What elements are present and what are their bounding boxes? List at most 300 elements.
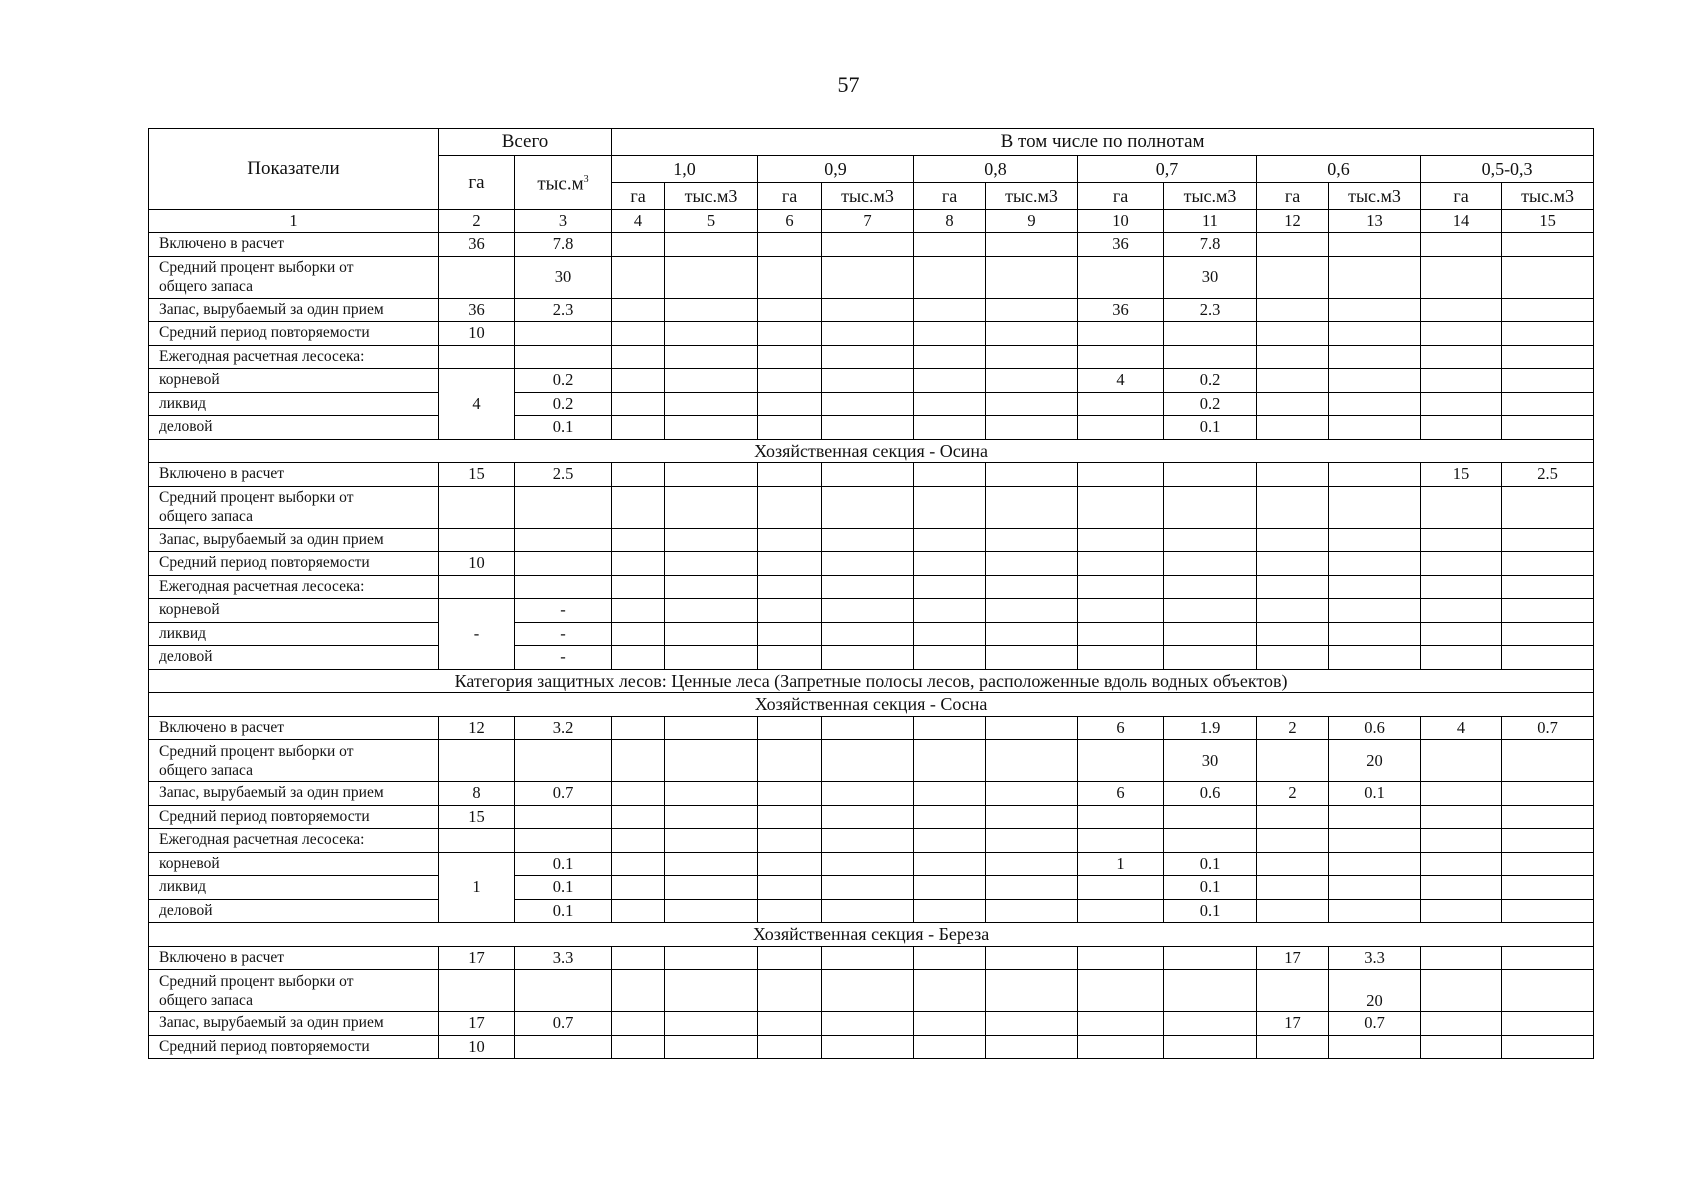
- table-cell: [612, 486, 665, 528]
- table-cell: [1164, 345, 1257, 369]
- section-title: Категория защитных лесов: Ценные леса (Запретные полосы лесов, расположенные вдоль водных объектов): [149, 669, 1594, 693]
- table-cell: [822, 392, 914, 416]
- table-row: [149, 233, 1594, 257]
- row-label-text: общего запаса: [159, 991, 253, 1009]
- table-cell: 0.1: [1164, 876, 1257, 900]
- table-cell: [1164, 552, 1257, 576]
- table-cell: [1329, 233, 1421, 257]
- table-cell: [1329, 622, 1421, 646]
- table-cell: [1078, 575, 1164, 599]
- table-cell: 3.3: [1329, 946, 1421, 970]
- table-cell: [1329, 599, 1421, 623]
- row-label: [149, 876, 439, 900]
- column-number: 3: [515, 210, 612, 233]
- table-cell: [1078, 1012, 1164, 1036]
- table-cell: [1078, 599, 1164, 623]
- table-cell: [1078, 345, 1164, 369]
- table-cell: [1502, 552, 1594, 576]
- header-unit-m3: тыс.м3: [986, 183, 1078, 210]
- table-cell: [1502, 622, 1594, 646]
- row-label-text: Запас, вырубаемый за один прием: [159, 784, 384, 802]
- row-label-text: корневой: [159, 371, 220, 389]
- table-cell: [758, 970, 822, 1012]
- row-label-text: Ежегодная расчетная лесосека:: [159, 831, 365, 849]
- table-cell: [914, 646, 986, 670]
- table-cell: [1164, 463, 1257, 487]
- table-cell: [665, 298, 758, 322]
- table-cell: [758, 345, 822, 369]
- table-cell: [1078, 740, 1164, 782]
- table-cell: [612, 1035, 665, 1059]
- table-cell: [612, 345, 665, 369]
- table-cell: [1421, 970, 1502, 1012]
- table-cell: [758, 646, 822, 670]
- table-cell: [1421, 805, 1502, 829]
- table-cell: [1421, 552, 1502, 576]
- table-cell: [1329, 416, 1421, 440]
- table-cell: [439, 486, 515, 528]
- table-row: [149, 256, 1594, 298]
- table-cell: [439, 575, 515, 599]
- table-cell: [1329, 486, 1421, 528]
- table-cell: [1257, 899, 1329, 923]
- table-cell: [822, 1012, 914, 1036]
- column-number: 7: [822, 210, 914, 233]
- table-cell: [1502, 486, 1594, 528]
- table-cell: [758, 322, 822, 346]
- table-cell: [439, 256, 515, 298]
- table-cell: 2.5: [1502, 463, 1594, 487]
- table-row: [149, 876, 1594, 900]
- table-cell: [758, 782, 822, 806]
- table-cell: [1257, 599, 1329, 623]
- table-cell: [822, 805, 914, 829]
- table-cell: [758, 740, 822, 782]
- table-cell: [986, 416, 1078, 440]
- row-label: [149, 829, 439, 853]
- table-cell: [1164, 646, 1257, 670]
- table-cell: [612, 528, 665, 552]
- table-cell: [758, 392, 822, 416]
- table-row: [149, 298, 1594, 322]
- table-cell: [914, 899, 986, 923]
- row-label-text: Средний процент выборки от: [159, 489, 354, 506]
- table-row: [149, 345, 1594, 369]
- table-cell: [612, 829, 665, 853]
- table-cell: [986, 322, 1078, 346]
- row-label: [149, 852, 439, 876]
- row-label: [149, 899, 439, 923]
- row-label: [149, 1012, 439, 1036]
- table-cell: [914, 876, 986, 900]
- table-cell: [758, 369, 822, 393]
- table-cell: 0.7: [515, 782, 612, 806]
- table-cell: [1421, 622, 1502, 646]
- row-label: [149, 552, 439, 576]
- table-cell: [1421, 899, 1502, 923]
- table-row: [149, 899, 1594, 923]
- table-row: [149, 782, 1594, 806]
- table-cell: [914, 829, 986, 853]
- table-cell: [665, 463, 758, 487]
- table-cell: [665, 716, 758, 740]
- table-cell: [758, 298, 822, 322]
- table-cell: 2: [1257, 716, 1329, 740]
- table-cell: [1329, 805, 1421, 829]
- table-cell: [822, 463, 914, 487]
- section-row: [149, 923, 1594, 947]
- table-cell: [1502, 369, 1594, 393]
- table-cell: [986, 1012, 1078, 1036]
- table-cell: [822, 416, 914, 440]
- table-cell: [612, 782, 665, 806]
- table-cell: [1421, 946, 1502, 970]
- row-label-text: ликвид: [159, 878, 207, 896]
- table-cell: [758, 852, 822, 876]
- row-label: [149, 716, 439, 740]
- table-cell: [1257, 369, 1329, 393]
- section-title: Хозяйственная секция - Береза: [149, 923, 1594, 947]
- table-cell: [986, 740, 1078, 782]
- table-row: [149, 575, 1594, 599]
- table-cell: 2.3: [515, 298, 612, 322]
- row-label: [149, 486, 439, 528]
- row-label: [149, 622, 439, 646]
- table-cell: [914, 256, 986, 298]
- table-cell: 8: [439, 782, 515, 806]
- table-cell: [1502, 782, 1594, 806]
- table-cell: [1329, 369, 1421, 393]
- table-cell: 15: [439, 805, 515, 829]
- table-cell: 0.2: [1164, 369, 1257, 393]
- table-cell: [439, 528, 515, 552]
- table-cell: [1257, 298, 1329, 322]
- table-cell: [758, 599, 822, 623]
- table-cell: [515, 970, 612, 1012]
- row-label-text: Запас, вырубаемый за один прием: [159, 300, 384, 318]
- table-cell: [612, 392, 665, 416]
- table-cell: [758, 829, 822, 853]
- table-cell: [1164, 1035, 1257, 1059]
- table-cell: [914, 716, 986, 740]
- table-cell: [822, 1035, 914, 1059]
- table-cell: 7.8: [515, 233, 612, 257]
- table-cell: [1502, 829, 1594, 853]
- table-cell: [612, 1012, 665, 1036]
- table-cell: [665, 575, 758, 599]
- table-cell: 36: [439, 233, 515, 257]
- table-cell: [914, 599, 986, 623]
- table-cell: 20: [1329, 740, 1421, 782]
- table-cell: [758, 233, 822, 257]
- table-cell: [665, 1012, 758, 1036]
- table-cell: [1078, 416, 1164, 440]
- table-cell: 0.2: [515, 369, 612, 393]
- table-cell: [1329, 298, 1421, 322]
- page-number: 57: [837, 72, 860, 97]
- table-row: [149, 646, 1594, 670]
- table-cell: 0.7: [515, 1012, 612, 1036]
- table-cell: [986, 899, 1078, 923]
- table-cell: [1502, 528, 1594, 552]
- table-cell: [822, 782, 914, 806]
- row-label-text: Запас, вырубаемый за один прием: [159, 1014, 384, 1032]
- table-cell: [986, 646, 1078, 670]
- table-cell: [665, 970, 758, 1012]
- table-cell: [1257, 1035, 1329, 1059]
- table-cell: [986, 716, 1078, 740]
- header-density: 0,5-0,3: [1421, 156, 1594, 183]
- table-cell: [612, 599, 665, 623]
- table-cell: [1257, 416, 1329, 440]
- table-cell: [1164, 599, 1257, 623]
- table-cell: 2.3: [1164, 298, 1257, 322]
- table-cell: [439, 829, 515, 853]
- row-label-text: общего запаса: [159, 278, 253, 295]
- table-row: [149, 946, 1594, 970]
- row-label-text: Ежегодная расчетная лесосека:: [159, 577, 365, 595]
- table-cell: 0.1: [515, 899, 612, 923]
- table-cell: [1329, 876, 1421, 900]
- table-cell: [1164, 322, 1257, 346]
- table-cell: [822, 829, 914, 853]
- table-cell: [612, 552, 665, 576]
- table-cell: [1329, 322, 1421, 346]
- table-cell: [1257, 392, 1329, 416]
- table-cell: [822, 646, 914, 670]
- table-cell: [1421, 852, 1502, 876]
- table-cell: 10: [439, 552, 515, 576]
- table-row: [149, 970, 1594, 1012]
- table-cell: [612, 970, 665, 1012]
- row-label: [149, 322, 439, 346]
- table-cell: [1502, 322, 1594, 346]
- table-cell: [1329, 1035, 1421, 1059]
- table-cell: 1: [439, 852, 515, 923]
- table-cell: [1257, 805, 1329, 829]
- table-row: [149, 829, 1594, 853]
- table-cell: [612, 899, 665, 923]
- row-label-text: деловой: [159, 418, 213, 436]
- table-cell: [1421, 298, 1502, 322]
- table-cell: [758, 946, 822, 970]
- table-cell: [1257, 463, 1329, 487]
- table-cell: [665, 805, 758, 829]
- table-cell: 0.1: [1164, 416, 1257, 440]
- header-unit-ha: га: [914, 183, 986, 210]
- column-number: 5: [665, 210, 758, 233]
- table-cell: [665, 646, 758, 670]
- column-number: 6: [758, 210, 822, 233]
- row-label-text: Средний процент выборки от: [159, 259, 354, 276]
- table-cell: [1257, 970, 1329, 1012]
- table-cell: [1421, 1012, 1502, 1036]
- table-cell: 6: [1078, 716, 1164, 740]
- table-cell: [1329, 829, 1421, 853]
- table-cell: 17: [1257, 946, 1329, 970]
- table-cell: [1078, 552, 1164, 576]
- column-number: 12: [1257, 210, 1329, 233]
- table-cell: 4: [1078, 369, 1164, 393]
- table-cell: [822, 528, 914, 552]
- table-cell: [1164, 805, 1257, 829]
- table-cell: [1421, 416, 1502, 440]
- header-by-density: В том числе по полнотам: [612, 129, 1594, 156]
- table-cell: [1078, 392, 1164, 416]
- table-cell: [612, 416, 665, 440]
- table-cell: [515, 740, 612, 782]
- column-number: 2: [439, 210, 515, 233]
- table-row: [149, 369, 1594, 393]
- table-cell: [822, 599, 914, 623]
- header-unit-ha: га: [1421, 183, 1502, 210]
- column-number: 9: [986, 210, 1078, 233]
- row-label-text: Средний процент выборки от: [159, 972, 354, 990]
- felling-table: [148, 128, 1594, 1059]
- table-row: [149, 528, 1594, 552]
- table-cell: [612, 716, 665, 740]
- table-row: [149, 599, 1594, 623]
- table-cell: [1078, 622, 1164, 646]
- table-cell: [914, 1012, 986, 1036]
- row-label-text: Включено в расчет: [159, 465, 285, 483]
- table-cell: 30: [1164, 256, 1257, 298]
- table-cell: [758, 805, 822, 829]
- table-cell: [1078, 322, 1164, 346]
- table-cell: [515, 486, 612, 528]
- table-row: [149, 740, 1594, 782]
- table-cell: [986, 852, 1078, 876]
- row-label-text: Средний период повторяемости: [159, 554, 370, 572]
- table-cell: [1421, 369, 1502, 393]
- table-cell: [986, 463, 1078, 487]
- table-cell: [758, 899, 822, 923]
- table-cell: [914, 416, 986, 440]
- table-row: [149, 805, 1594, 829]
- table-cell: [1421, 256, 1502, 298]
- table-cell: 36: [439, 298, 515, 322]
- table-cell: [1329, 646, 1421, 670]
- row-label: [149, 805, 439, 829]
- row-label: [149, 233, 439, 257]
- table-cell: [758, 716, 822, 740]
- table-cell: [1502, 1035, 1594, 1059]
- table-cell: [1502, 946, 1594, 970]
- table-cell: [1421, 740, 1502, 782]
- table-cell: [1421, 876, 1502, 900]
- row-label-text: Средний период повторяемости: [159, 1037, 370, 1055]
- row-label: [149, 946, 439, 970]
- table-cell: 0.6: [1329, 716, 1421, 740]
- table-cell: [515, 528, 612, 552]
- table-cell: [665, 256, 758, 298]
- table-cell: [1421, 599, 1502, 623]
- table-cell: [612, 298, 665, 322]
- table-cell: [914, 740, 986, 782]
- table-cell: [1502, 1012, 1594, 1036]
- table-cell: [986, 622, 1078, 646]
- table-cell: [822, 740, 914, 782]
- row-label-text: Средний период повторяемости: [159, 324, 370, 342]
- header-density: 1,0: [612, 156, 758, 183]
- table-cell: 0.1: [1164, 852, 1257, 876]
- table-cell: [612, 646, 665, 670]
- table-cell: [986, 805, 1078, 829]
- table-cell: -: [515, 622, 612, 646]
- table-cell: [758, 876, 822, 900]
- header-unit-m3: тыс.м3: [822, 183, 914, 210]
- table-cell: [914, 528, 986, 552]
- header-density: 0,7: [1078, 156, 1257, 183]
- table-cell: [914, 575, 986, 599]
- section-title: Хозяйственная секция - Осина: [149, 439, 1594, 463]
- table-cell: [439, 740, 515, 782]
- table-cell: [986, 599, 1078, 623]
- table-cell: [822, 322, 914, 346]
- table-cell: [822, 946, 914, 970]
- table-cell: 0.6: [1164, 782, 1257, 806]
- table-cell: [612, 369, 665, 393]
- table-cell: 17: [1257, 1012, 1329, 1036]
- table-cell: [1502, 805, 1594, 829]
- row-label-text: корневой: [159, 601, 220, 619]
- table-cell: [1421, 528, 1502, 552]
- table-cell: [1502, 852, 1594, 876]
- row-label: [149, 782, 439, 806]
- table-cell: [758, 416, 822, 440]
- section-row: [149, 693, 1594, 717]
- table-cell: [612, 852, 665, 876]
- header-total-volume-sup: 3: [583, 174, 589, 186]
- table-cell: [515, 805, 612, 829]
- table-cell: 2.5: [515, 463, 612, 487]
- table-cell: 30: [515, 256, 612, 298]
- table-cell: [1502, 646, 1594, 670]
- table-cell: [822, 298, 914, 322]
- row-label-text: Запас, вырубаемый за один прием: [159, 530, 384, 548]
- table-cell: [1257, 622, 1329, 646]
- table-cell: [986, 876, 1078, 900]
- table-cell: 3.3: [515, 946, 612, 970]
- table-cell: -: [439, 599, 515, 670]
- table-cell: [914, 486, 986, 528]
- header-density: 0,6: [1257, 156, 1421, 183]
- row-label: [149, 970, 439, 1012]
- table-cell: [1502, 575, 1594, 599]
- column-number-row: [149, 210, 1594, 233]
- table-cell: [1078, 946, 1164, 970]
- table-cell: 1: [1078, 852, 1164, 876]
- table-cell: 3.2: [515, 716, 612, 740]
- table-cell: [665, 876, 758, 900]
- table-cell: [1078, 805, 1164, 829]
- table-cell: [986, 946, 1078, 970]
- table-cell: [1421, 829, 1502, 853]
- table-cell: [1078, 829, 1164, 853]
- table-cell: [665, 369, 758, 393]
- row-label-text: общего запаса: [159, 508, 253, 525]
- row-label: [149, 416, 439, 440]
- header-unit-m3: тыс.м3: [1502, 183, 1594, 210]
- table-cell: [1078, 256, 1164, 298]
- header-density: 0,8: [914, 156, 1078, 183]
- table-cell: [665, 622, 758, 646]
- table-cell: 17: [439, 1012, 515, 1036]
- table-cell: [822, 552, 914, 576]
- header-unit-ha: га: [1257, 183, 1329, 210]
- table-cell: 15: [1421, 463, 1502, 487]
- table-cell: [665, 899, 758, 923]
